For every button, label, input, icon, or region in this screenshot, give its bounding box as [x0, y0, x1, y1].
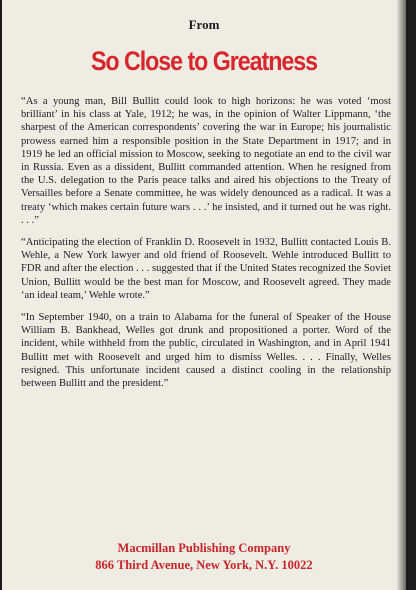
book-back-cover: [2, 0, 406, 590]
publisher-address: 866 Third Avenue, New York, N.Y. 10022: [95, 558, 313, 572]
from-label: From: [188, 17, 220, 32]
spine-shadow: [396, 0, 406, 590]
excerpt-paragraph: “As a young man, Bill Bullitt could look to high horizons: he was voted ‘most brilliant’ in his class at Yale, 1912; he was, in the opinion of Walter Lippmann, ‘the sharpest of the American correspondents’ covering the war in Europe; his journalistic prowess earned him a responsible position in the State Department in 1917; and in 1919 he led an official mission to Moscow, seeking to negotiate an end to the civil war in Russia. Even as a dissident, Bullitt commanded attention. When he resigned from the U.S. delegation to the Paris peace talks and aired his objections to the Treaty of Versailles before a Senate committee, he was widely denounced as a radical. It was a treaty ‘which makes certain future wars . . .’ he insisted, and it turned out he was right. . . .”: [21, 96, 391, 226]
publisher-block: [2, 540, 406, 574]
excerpt-paragraph: “Anticipating the election of Franklin D. Roosevelt in 1932, Bullitt contacted Louis B. Wehle, a New York lawyer and old friend of Roosevelt. Wehle introduced Bullitt to FDR and after the election . . . suggested that if the United States recognized the Soviet Union, Bullitt would be the best man for Moscow, and Roosevelt agreed. They made ‘an ideal team,’ Wehle wrote.”: [21, 237, 391, 301]
publisher-name: Macmillan Publishing Company: [117, 541, 291, 555]
excerpt-block: [21, 95, 391, 399]
book-title: So Close to Greatness: [90, 46, 318, 76]
excerpt-paragraph: “In September 1940, on a train to Alabama for the funeral of Speaker of the House William B. Bankhead, Welles got drunk and propositioned a porter. Word of the incident, while withheld from the public, circulated in Washington, and in April 1941 Bullitt met with Roosevelt and urged him to dismiss Welles. . . . Finally, Welles resigned. This unfortunate incident caused a distinct cooling in the relationship between Bullitt and the president.”: [21, 312, 391, 390]
